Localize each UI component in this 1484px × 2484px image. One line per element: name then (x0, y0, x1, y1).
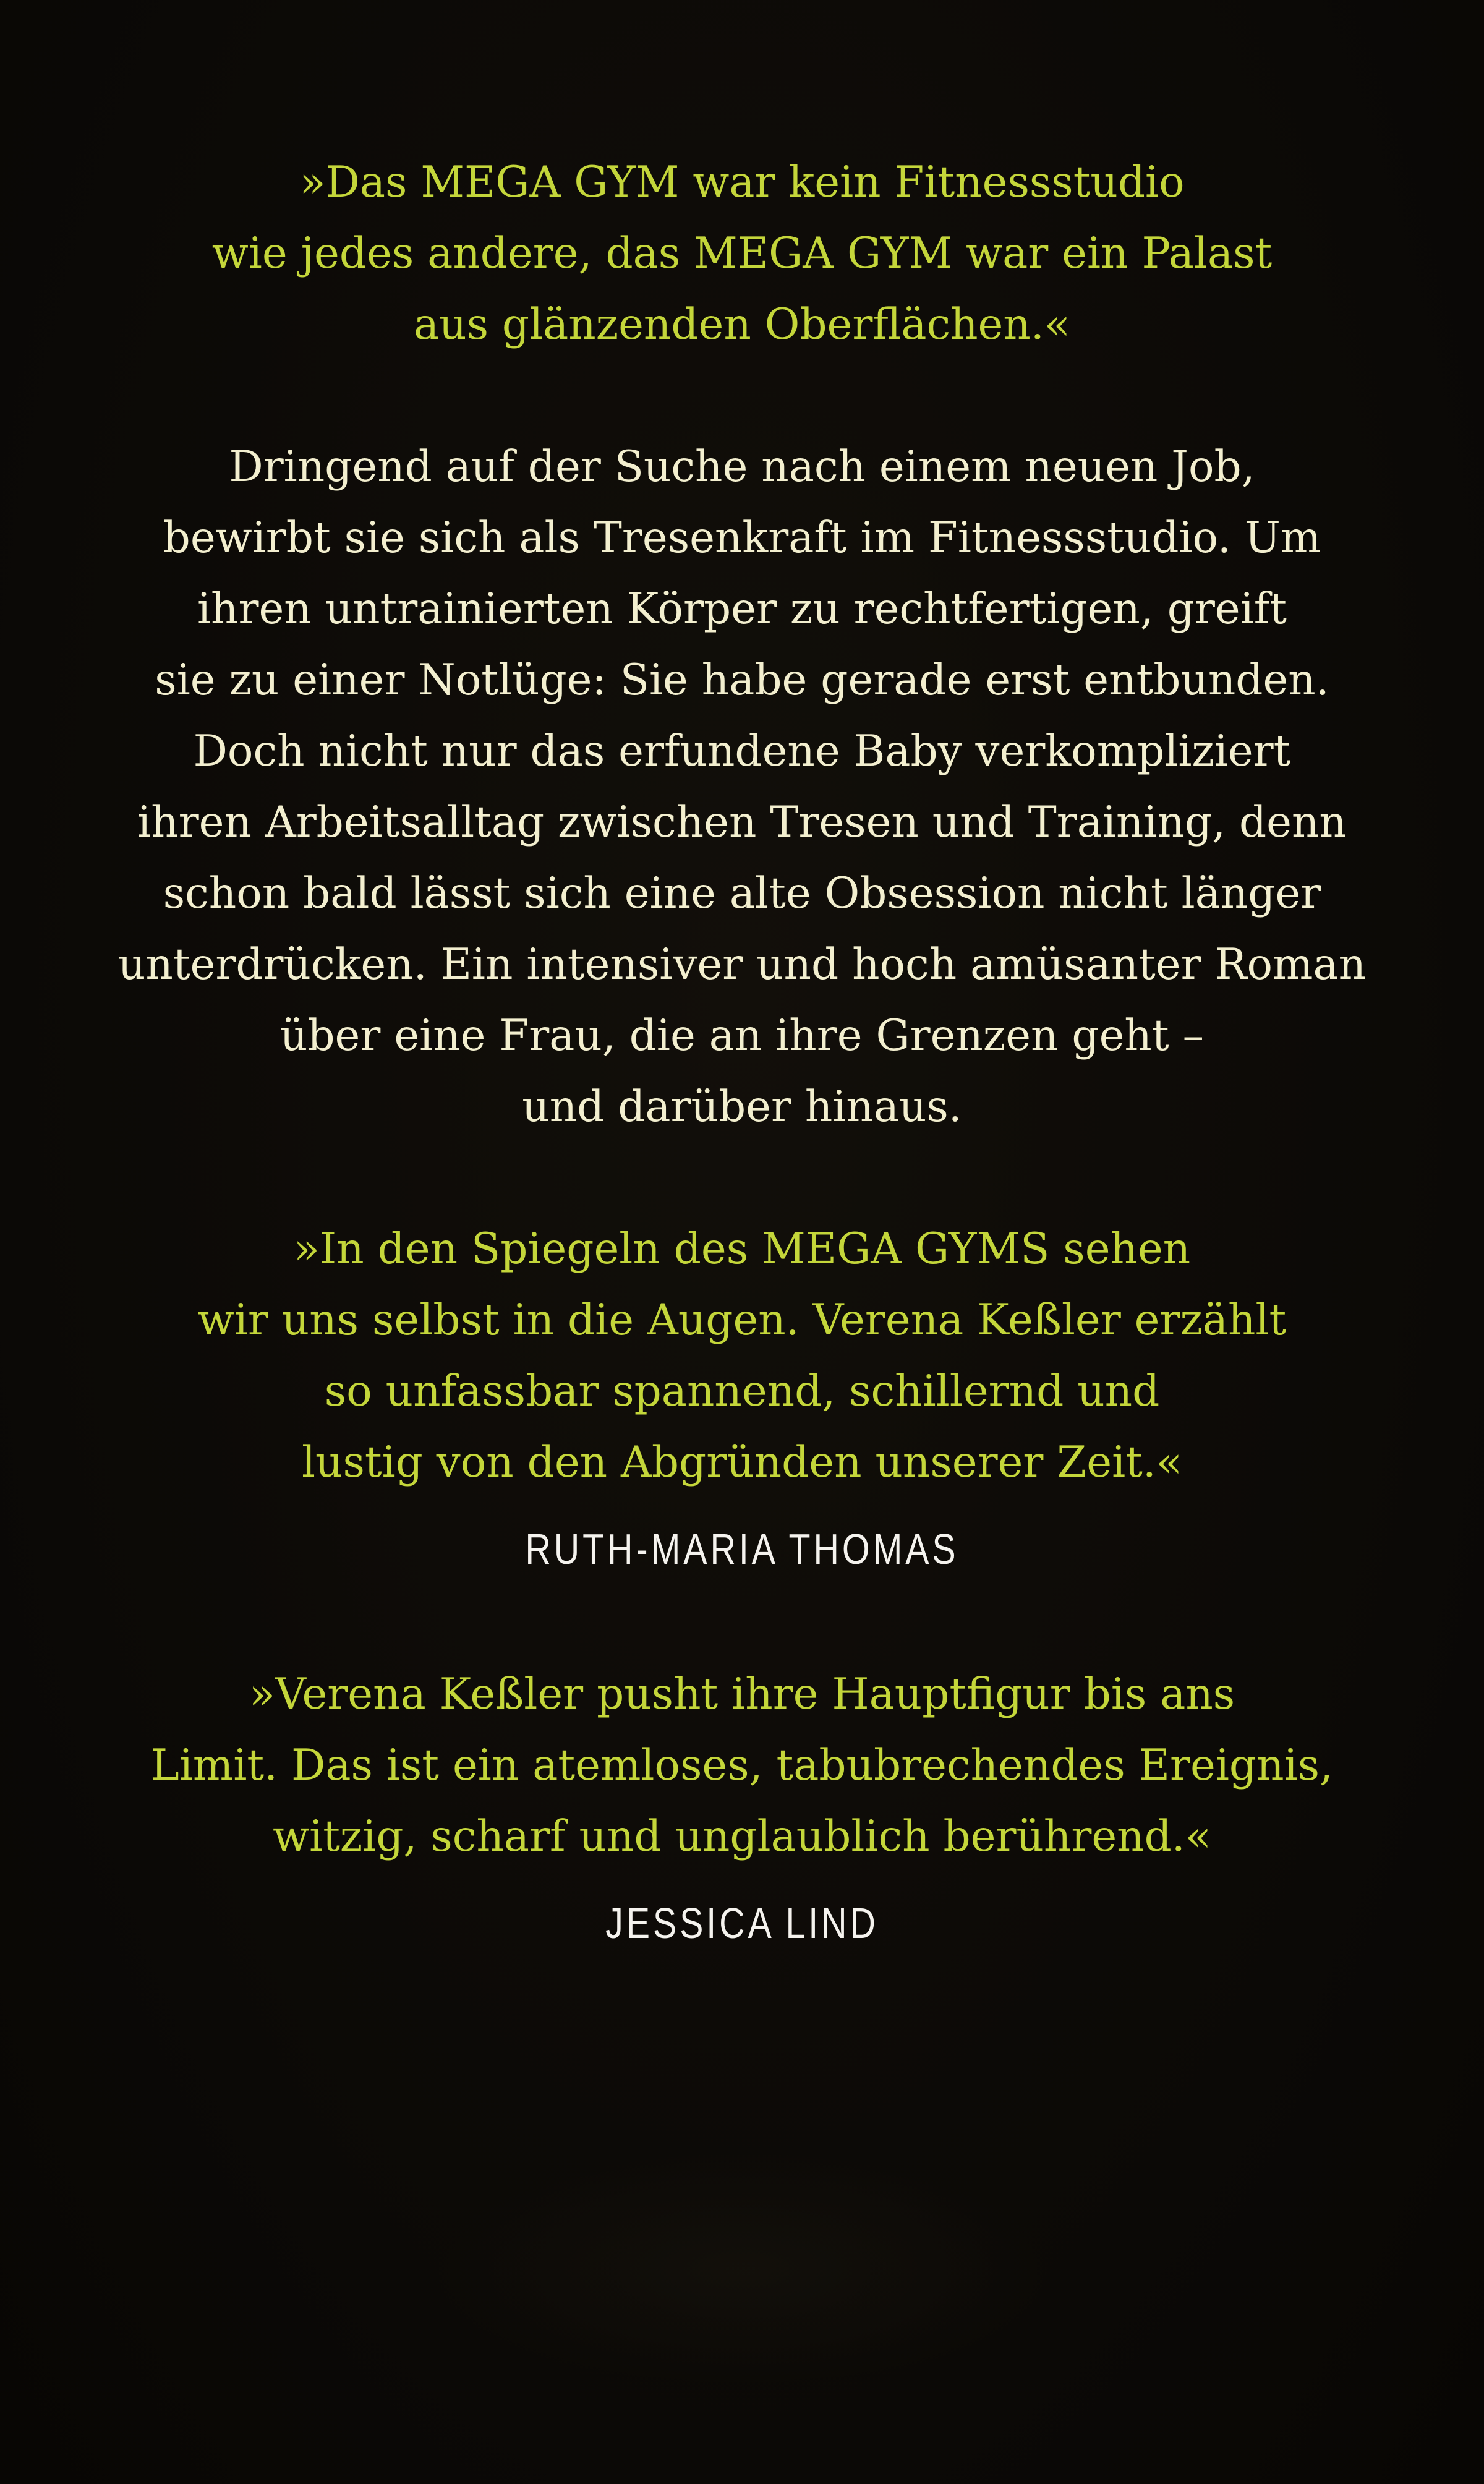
quote-line: Limit. Das ist ein atemloses, tabubrechendes Ereignis, (151, 1741, 1333, 1790)
faint-background-shape (433, 2152, 1051, 2387)
quote-author: RUTH-MARIA THOMAS (525, 1525, 959, 1573)
blurb-line: Dringend auf der Suche nach einem neuen Job, (229, 442, 1255, 492)
blurb-line: Doch nicht nur das erfundene Baby verkompliziert (193, 727, 1291, 776)
quote-line: wir uns selbst in die Augen. Verena Keßler erzählt (197, 1295, 1287, 1345)
blurb-line: sie zu einer Notlüge: Sie habe gerade erst entbunden. (155, 655, 1329, 705)
quote-line: witzig, scharf und unglaublich berührend.« (273, 1812, 1211, 1861)
quote-line: »Das MEGA GYM war kein Fitnessstudio (299, 158, 1185, 207)
quote-line: lustig von den Abgründen unserer Zeit.« (301, 1438, 1183, 1487)
quote-line: »In den Spiegeln des MEGA GYMS sehen (293, 1224, 1191, 1274)
quote-line: wie jedes andere, das MEGA GYM war ein Palast (211, 229, 1273, 278)
blurb-line: und darüber hinaus. (522, 1082, 962, 1132)
blurb-line: über eine Frau, die an ihre Grenzen geht – (279, 1011, 1205, 1061)
blurb-line: unterdrücken. Ein intensiver und hoch amüsanter Roman (117, 940, 1367, 989)
quote-line: »Verena Keßler pusht ihre Hauptfigur bis ans (249, 1670, 1235, 1719)
blurb-line: schon bald lässt sich eine alte Obsession nicht länger (163, 869, 1321, 918)
quote-line: aus glänzenden Oberflächen.« (414, 300, 1070, 349)
quote-author: JESSICA LIND (605, 1899, 879, 1947)
blurb-line: ihren untrainierten Körper zu rechtfertigen, greift (197, 584, 1287, 634)
blurb-line: ihren Arbeitsalltag zwischen Tresen und Training, denn (137, 798, 1347, 847)
blurb-line: bewirbt sie sich als Tresenkraft im Fitnessstudio. Um (163, 513, 1321, 563)
quote-line: so unfassbar spannend, schillernd und (324, 1367, 1160, 1416)
